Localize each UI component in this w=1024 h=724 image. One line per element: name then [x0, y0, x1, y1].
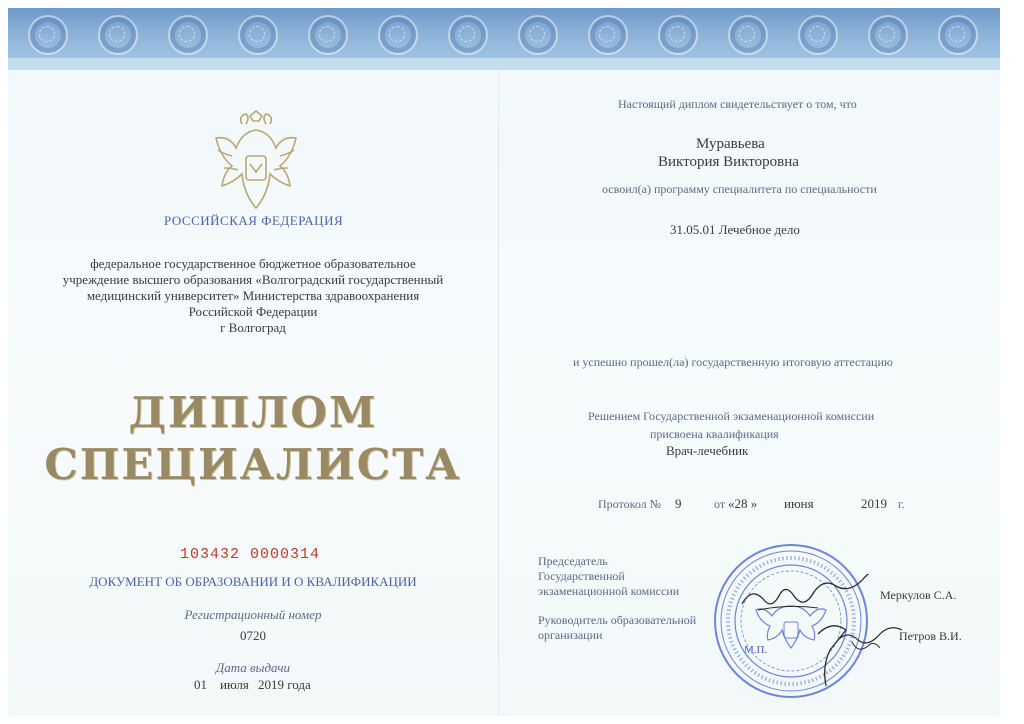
issue-month: июля [220, 677, 249, 692]
document-type: ДОКУМЕНТ ОБ ОБРАЗОВАНИИ И О КВАЛИФИКАЦИИ [89, 574, 417, 589]
chair-title-line: Председатель [538, 554, 608, 568]
protocol-year: 2019 [861, 496, 887, 511]
head-title-line: организации [538, 628, 603, 642]
rosette-ornament [168, 15, 208, 55]
double-headed-eagle-emblem [204, 110, 308, 220]
protocol-day: «28 » [728, 496, 758, 511]
chair-title-line: экзаменационной комиссии [538, 584, 680, 598]
institution-line: медицинский университет» Министерства здравоохранения [86, 288, 420, 303]
attestation-text: и успешно прошел(ла) государственную итоговую аттестацию [573, 355, 893, 369]
rosette-ornament [308, 15, 348, 55]
rosette-ornament [658, 15, 698, 55]
rosette-ornament [378, 15, 418, 55]
qualification: Врач-лечебник [666, 443, 749, 458]
rosette-ornament [518, 15, 558, 55]
rosette-ornament [868, 15, 908, 55]
rosette-ornament [98, 15, 138, 55]
protocol-number: 9 [675, 496, 682, 511]
rosette-ornament [728, 15, 768, 55]
institution-line: федеральное государственное бюджетное образовательное [90, 256, 416, 271]
diploma-title-line2: СПЕЦИАЛИСТА [44, 440, 462, 489]
rosette-ornament [588, 15, 628, 55]
head-title-line: Руководитель образовательной [538, 613, 697, 627]
issue-day: 01 [194, 677, 207, 692]
graduate-given-names: Виктория Викторовна [658, 154, 799, 170]
band-strip [8, 58, 1000, 70]
institution-line: учреждение высшего образования «Волгоградский государственный [62, 272, 444, 287]
chair-name: Меркулов С.А. [880, 588, 957, 602]
program-text: освоил(а) программу специалитета по специальности [602, 182, 877, 196]
protocol-from-label: от [714, 497, 726, 511]
chair-title-line: Государственной [538, 569, 625, 583]
protocol-month: июня [784, 496, 814, 511]
commission-decision-line2: присвоена квалификация [650, 427, 779, 441]
stamp-place-mark: М.П. [744, 644, 768, 656]
serial-number: 103432 0000314 [180, 546, 321, 563]
registration-label: Регистрационный номер [184, 607, 322, 622]
diploma-sheet [8, 8, 1000, 716]
rosette-ornament [238, 15, 278, 55]
issue-date-label: Дата выдачи [215, 660, 291, 675]
rosette-ornament [798, 15, 838, 55]
head-name: Петров В.И. [899, 629, 962, 643]
protocol-label: Протокол № [598, 497, 662, 511]
graduate-surname: Муравьева [696, 136, 765, 152]
country-name: РОССИЙСКАЯ ФЕДЕРАЦИЯ [164, 213, 344, 228]
diploma-title-line1: ДИПЛОМ [128, 388, 378, 437]
rosette-ornament [938, 15, 978, 55]
institution-city: г Волгоград [220, 320, 286, 335]
certifies-text: Настоящий диплом свидетельствует о том, что [618, 97, 857, 111]
commission-decision-line1: Решением Государственной экзаменационной комиссии [588, 409, 875, 423]
issue-year: 2019 года [258, 677, 311, 692]
protocol-year-suffix: г. [898, 497, 905, 511]
rosette-ornament [448, 15, 488, 55]
head-signature [808, 612, 908, 700]
decorative-top-band [8, 8, 1000, 70]
specialty: 31.05.01 Лечебное дело [670, 222, 800, 237]
registration-number: 0720 [240, 628, 266, 643]
institution-line: Российской Федерации [188, 304, 318, 319]
rosette-ornament [28, 15, 68, 55]
